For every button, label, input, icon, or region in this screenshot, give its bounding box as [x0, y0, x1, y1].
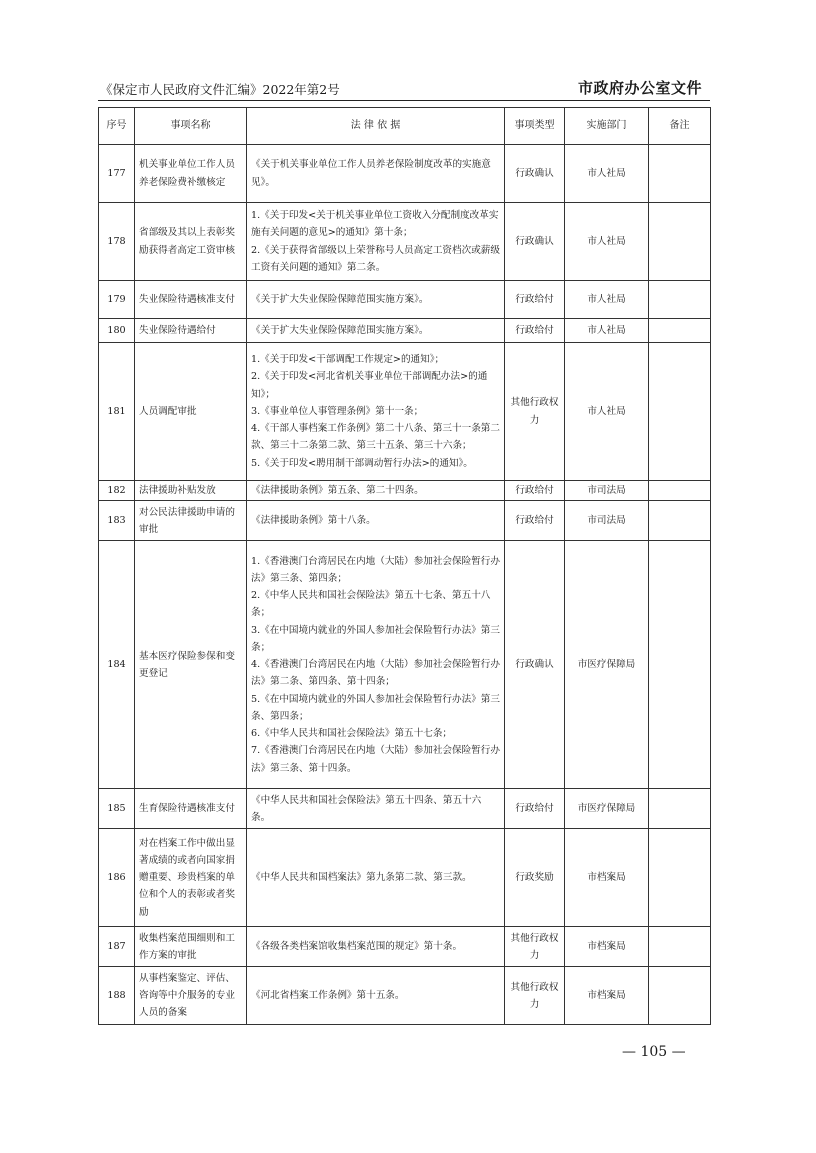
items-table	[98, 107, 711, 1025]
legal-basis-line: 4.《干部人事档案工作条例》第二十八条、第三十一条第二款、第三十二条第二款、第三十五条、第三十六条；	[251, 423, 500, 452]
table-row	[99, 789, 711, 829]
legal-basis-line: 《法律援助条例》第五条、第二十四条。	[251, 485, 424, 496]
item-name: 人员调配审批	[135, 343, 247, 481]
item-type: 其他行政权力	[505, 343, 565, 481]
item-name: 对公民法律援助申请的审批	[135, 501, 247, 541]
legal-basis-line: 《关于扩大失业保险保障范围实施方案》。	[251, 324, 429, 336]
item-name: 法律援助补贴发放	[135, 481, 247, 501]
legal-basis-line: 3.《事业单位人事管理条例》第十一条；	[251, 405, 424, 417]
item-name: 生育保险待遇核准支付	[135, 789, 247, 829]
table-row	[99, 967, 711, 1025]
item-name: 失业保险待遇核准支付	[135, 281, 247, 319]
header-rule	[98, 100, 710, 101]
table-row	[99, 343, 711, 481]
remark	[649, 501, 711, 541]
remark	[649, 281, 711, 319]
department: 市人社局	[565, 203, 649, 281]
department: 市档案局	[565, 967, 649, 1025]
legal-basis-line: 2.《关于获得省部级以上荣誉称号人员高定工资档次或薪级工资有关问题的通知》第二条。	[251, 244, 500, 273]
table-row	[99, 927, 711, 967]
item-type: 行政给付	[505, 281, 565, 319]
remark	[649, 319, 711, 343]
legal-basis	[247, 281, 505, 319]
legal-basis-line: 4.《香港澳门台湾居民在内地（大陆）参加社会保险暂行办法》第二条、第四条、第十四条；	[251, 659, 500, 688]
item-name: 机关事业单位工作人员养老保险费补缴核定	[135, 145, 247, 203]
legal-basis-line: 7.《香港澳门台湾居民在内地（大陆）参加社会保险暂行办法》第三条、第十四条。	[251, 745, 500, 774]
remark	[649, 481, 711, 501]
column-header-name: 事项名称	[135, 108, 247, 145]
table-row	[99, 829, 711, 927]
legal-basis	[247, 481, 505, 501]
legal-basis-line: 5.《关于印发<聘用制干部调动暂行办法>的通知》。	[251, 457, 473, 469]
row-number: 182	[99, 481, 135, 501]
legal-basis-line: 1.《香港澳门台湾居民在内地（大陆）参加社会保险暂行办法》第三条、第四条；	[251, 555, 500, 584]
department: 市人社局	[565, 145, 649, 203]
department: 市医疗保障局	[565, 541, 649, 789]
publication-title: 《保定市人民政府文件汇编》2022年第2号	[100, 82, 340, 97]
remark	[649, 541, 711, 789]
legal-basis	[247, 541, 505, 789]
legal-basis-line: 《中华人民共和国档案法》第九条第二款、第三款。	[251, 872, 472, 884]
column-header-dept: 实施部门	[565, 108, 649, 145]
legal-basis-line: 2.《中华人民共和国社会保险法》第五十七条、第五十八条；	[251, 590, 491, 619]
table-row	[99, 501, 711, 541]
legal-basis-line: 2.《关于印发<河北省机关事业单位干部调配办法>的通知》；	[251, 371, 488, 400]
legal-basis	[247, 203, 505, 281]
column-header-remark: 备注	[649, 108, 711, 145]
legal-basis	[247, 789, 505, 829]
row-number: 184	[99, 541, 135, 789]
department: 市档案局	[565, 927, 649, 967]
item-type: 行政给付	[505, 319, 565, 343]
column-header-basis: 法 律 依 据	[247, 108, 505, 145]
row-number: 180	[99, 319, 135, 343]
item-type: 行政确认	[505, 541, 565, 789]
row-number: 185	[99, 789, 135, 829]
row-number: 179	[99, 281, 135, 319]
item-name: 省部级及其以上表彰奖励获得者高定工资审核	[135, 203, 247, 281]
item-name: 从事档案鉴定、评估、咨询等中介服务的专业人员的备案	[135, 967, 247, 1025]
table-row	[99, 481, 711, 501]
remark	[649, 203, 711, 281]
remark	[649, 343, 711, 481]
legal-basis-line: 1.《关于印发<干部调配工作规定>的通知》；	[251, 354, 445, 366]
legal-basis-line: 6.《中华人民共和国社会保险法》第五十七条；	[251, 728, 453, 740]
row-number: 186	[99, 829, 135, 927]
table-row	[99, 145, 711, 203]
item-type: 行政奖励	[505, 829, 565, 927]
item-type: 其他行政权力	[505, 927, 565, 967]
legal-basis-line: 5.《在中国境内就业的外国人参加社会保险暂行办法》第三条、第四条；	[251, 693, 500, 722]
row-number: 181	[99, 343, 135, 481]
row-number: 178	[99, 203, 135, 281]
legal-basis-line: 《法律援助条例》第十八条。	[251, 515, 376, 527]
table-row	[99, 319, 711, 343]
table-row	[99, 541, 711, 789]
remark	[649, 789, 711, 829]
legal-basis-line: 《关于机关事业单位工作人员养老保险制度改革的实施意见》。	[251, 159, 491, 188]
legal-basis-line: 1.《关于印发<关于机关事业单位工资收入分配制度改革实施有关问题的意见>的通知》第十条；	[251, 209, 499, 239]
column-header-no: 序号	[99, 108, 135, 145]
item-type: 行政给付	[505, 789, 565, 829]
legal-basis	[247, 145, 505, 203]
legal-basis-line: 《河北省档案工作条例》第十五条。	[251, 990, 405, 1002]
item-name: 收集档案范围细则和工作方案的审批	[135, 927, 247, 967]
table-row	[99, 203, 711, 281]
legal-basis	[247, 319, 505, 343]
legal-basis	[247, 501, 505, 541]
page-number: — 105 —	[622, 1044, 686, 1060]
department: 市人社局	[565, 319, 649, 343]
legal-basis-line: 《关于扩大失业保险保障范围实施方案》。	[251, 293, 429, 305]
remark	[649, 927, 711, 967]
legal-basis-line: 《中华人民共和国社会保险法》第五十四条、第五十六条。	[251, 794, 482, 823]
legal-basis	[247, 927, 505, 967]
row-number: 187	[99, 927, 135, 967]
item-type: 行政确认	[505, 145, 565, 203]
department: 市司法局	[565, 481, 649, 501]
item-name: 对在档案工作中做出显著成绩的或者向国家捐赠重要、珍贵档案的单位和个人的表彰或者奖励	[135, 829, 247, 927]
row-number: 188	[99, 967, 135, 1025]
item-type: 行政给付	[505, 481, 565, 501]
item-type: 行政确认	[505, 203, 565, 281]
item-type: 行政给付	[505, 501, 565, 541]
department: 市司法局	[565, 501, 649, 541]
legal-basis	[247, 343, 505, 481]
legal-basis-line: 3.《在中国境内就业的外国人参加社会保险暂行办法》第三条；	[251, 624, 500, 653]
item-name: 失业保险待遇给付	[135, 319, 247, 343]
department: 市人社局	[565, 281, 649, 319]
department: 市医疗保障局	[565, 789, 649, 829]
legal-basis-line: 《各级各类档案馆收集档案范围的规定》第十条。	[251, 941, 463, 953]
department: 市档案局	[565, 829, 649, 927]
document-category: 市政府办公室文件	[578, 79, 703, 97]
legal-basis	[247, 829, 505, 927]
row-number: 183	[99, 501, 135, 541]
row-number: 177	[99, 145, 135, 203]
remark	[649, 145, 711, 203]
table-row	[99, 281, 711, 319]
remark	[649, 829, 711, 927]
item-name: 基本医疗保险参保和变更登记	[135, 541, 247, 789]
table-header-row	[99, 108, 711, 145]
item-type: 其他行政权力	[505, 967, 565, 1025]
legal-basis	[247, 967, 505, 1025]
column-header-type: 事项类型	[505, 108, 565, 145]
remark	[649, 967, 711, 1025]
department: 市人社局	[565, 343, 649, 481]
